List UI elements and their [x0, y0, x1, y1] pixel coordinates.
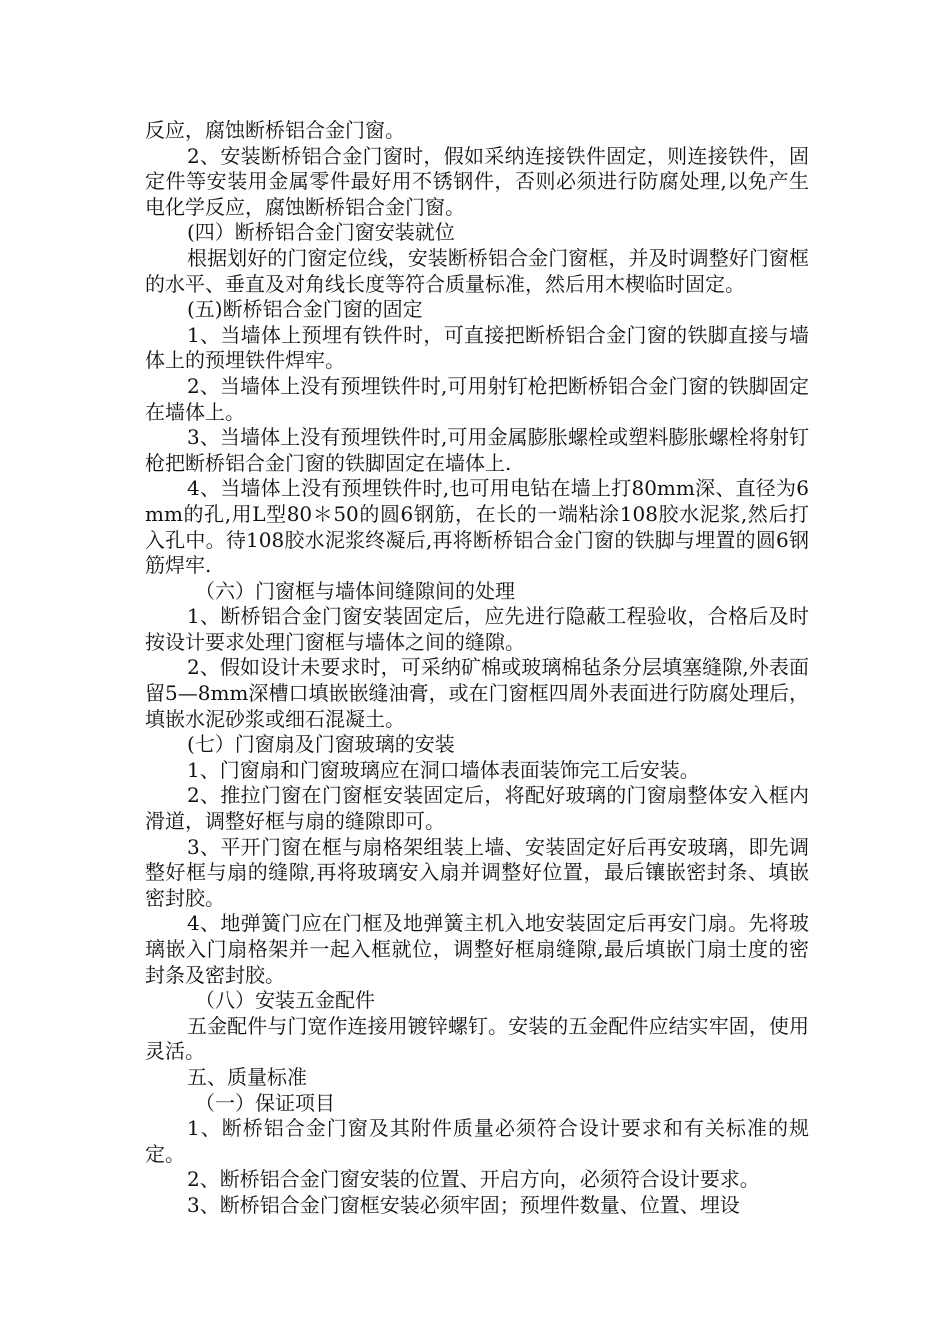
paragraph-item: 3、平开门窗在框与扇格架组装上墙、安装固定好后再安玻璃，即先调整好框与扇的缝隙,再将玻璃安入扇并调整好位置，最后镶嵌密封条、填嵌密封胶。: [145, 834, 809, 910]
paragraph-item: 4、当墙体上没有预埋铁件时,也可用电钻在墙上打80mm深、直径为6mm的孔,用L型80＊50的圆6钢筋，在长的一端粘涂108胶水泥浆,然后打入孔中。待108胶水泥浆终凝后,再将断桥铝合金门窗的铁脚与埋置的圆6钢筋焊牢.: [145, 476, 809, 578]
paragraph-item: 1、当墙体上预埋有铁件时，可直接把断桥铝合金门窗的铁脚直接与墙体上的预埋铁件焊牢。: [145, 322, 809, 373]
section-heading: (四）断桥铝合金门窗安装就位: [187, 220, 455, 245]
section-heading: （六）门窗框与墙体间缝隙间的处理: [195, 578, 515, 603]
paragraph-item: 2、假如设计未要求时，可采纳矿棉或玻璃棉毡条分层填塞缝隙,外表面留5—8mm深槽口填嵌嵌缝油膏，或在门窗框四周外表面进行防腐处理后，填嵌水泥砂浆或细石混凝土。: [145, 655, 809, 731]
paragraph-item: 4、地弹簧门应在门框及地弹簧主机入地安装固定后再安门扇。先将玻璃嵌入门扇格架并一起入框就位，调整好框扇缝隙,最后填嵌门扇士度的密封条及密封胶。: [145, 911, 809, 987]
document-body: [145, 118, 809, 1219]
paragraph-item: 2、当墙体上没有预埋铁件时,可用射钉枪把断桥铝合金门窗的铁脚固定在墙体上。: [145, 373, 809, 424]
paragraph-item: 2、断桥铝合金门窗安装的位置、开启方向，必须符合设计要求。: [187, 1167, 760, 1192]
paragraph-item: 1、断桥铝合金门窗安装固定后，应先进行隐蔽工程验收，合格后及时按设计要求处理门窗框与墙体之间的缝隙。: [145, 604, 809, 654]
paragraph-item: 五金配件与门宽作连接用镀锌螺钉。安装的五金配件应结实牢固，使用灵活。: [145, 1013, 809, 1064]
paragraph-item: 3、当墙体上没有预埋铁件时,可用金属膨胀螺栓或塑料膨胀螺栓将射钉枪把断桥铝合金门窗的铁脚固定在墙体上.: [145, 425, 809, 475]
paragraph-item: 3、断桥铝合金门窗框安装必须牢固；预埋件数量、位置、埋设: [187, 1192, 740, 1217]
paragraph-item: 2、推拉门窗在门窗框安装固定后，将配好玻璃的门窗扇整体安入框内滑道，调整好框与扇的缝隙即可。: [145, 783, 809, 834]
section-heading: （八）安装五金配件: [195, 988, 375, 1013]
paragraph-continuation: 反应，腐蚀断桥铝合金门窗。: [145, 118, 405, 142]
section-heading: （一）保证项目: [195, 1090, 335, 1115]
section-heading: 五、质量标准: [187, 1064, 307, 1089]
paragraph-item: 1、门窗扇和门窗玻璃应在洞口墙体表面装饰完工后安装。: [187, 757, 700, 782]
paragraph-item: 1、断桥铝合金门窗及其附件质量必须符合设计要求和有关标准的规定。: [145, 1116, 809, 1166]
section-heading: (七）门窗扇及门窗玻璃的安装: [187, 732, 455, 757]
section-heading: (五)断桥铝合金门窗的固定: [187, 297, 423, 322]
paragraph-item: 根据划好的门窗定位线，安装断桥铝合金门窗框，并及时调整好门窗框的水平、垂直及对角线长度等符合质量标准，然后用木楔临时固定。: [145, 245, 809, 296]
paragraph-item: 2、安装断桥铝合金门窗时，假如采纳连接铁件固定，则连接铁件，固定件等安装用金属零件最好用不锈钢件，否则必须进行防腐处理,以免产生电化学反应，腐蚀断桥铝合金门窗。: [145, 143, 809, 219]
